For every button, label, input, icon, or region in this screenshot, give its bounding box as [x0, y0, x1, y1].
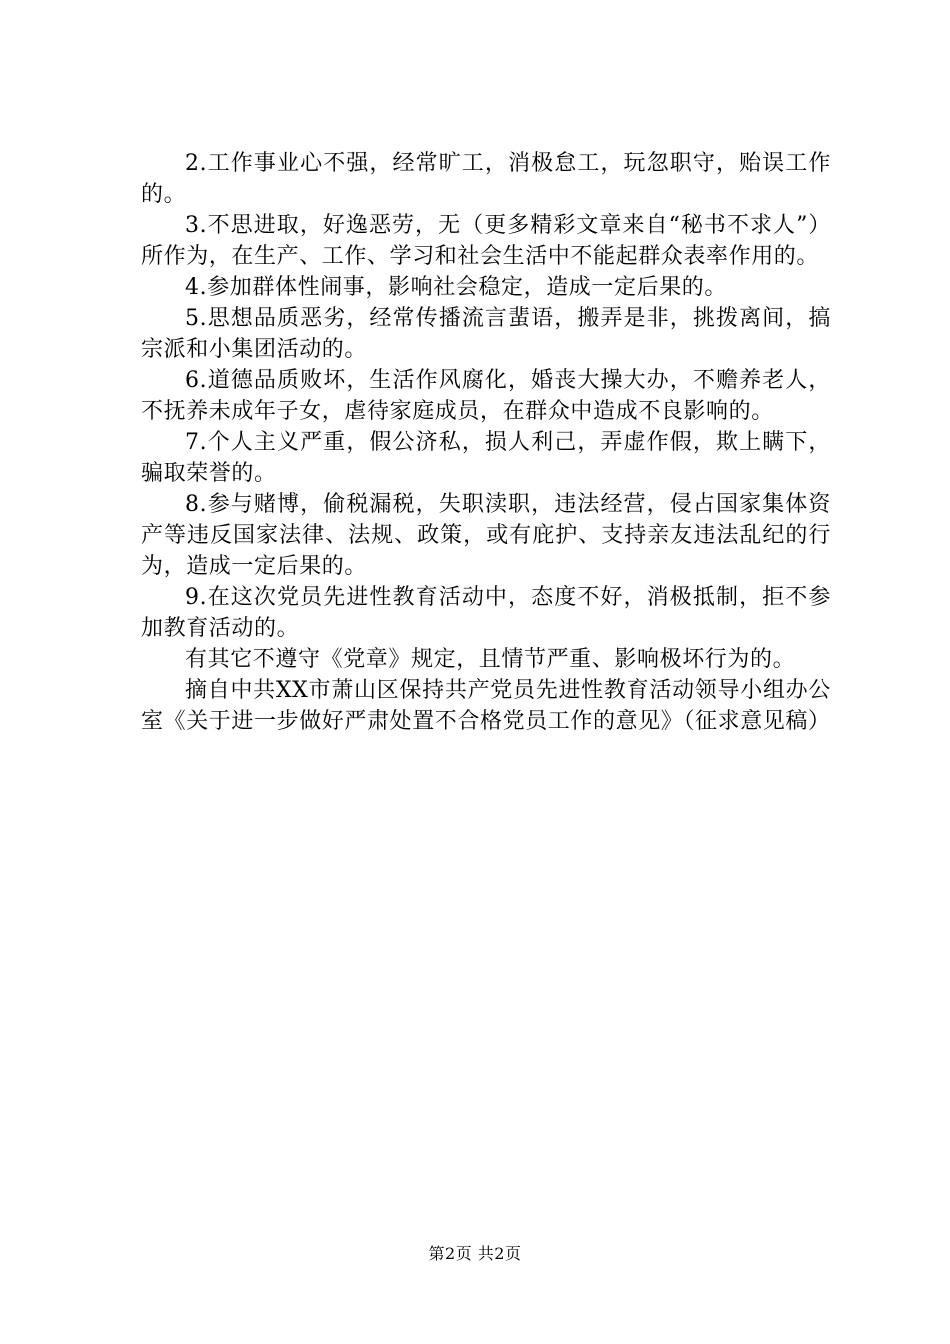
paragraph-item-5: 5.思想品质恶劣，经常传播流言蜚语，搬弄是非，挑拨离间，搞宗派和小集团活动的。	[141, 306, 831, 362]
paragraph-item-3: 3.不思进取，好逸恶劳，无（更多精彩文章来自“秘书不求人”）所作为，在生产、工作、学习和社会生活中不能起群众表率作用的。	[141, 213, 831, 269]
document-body	[141, 148, 831, 737]
paragraph-item-9: 9.在这次党员先进性教育活动中，态度不好，消极抵制，拒不参加教育活动的。	[141, 585, 831, 641]
page-number-footer: 第2页 共2页	[428, 1244, 522, 1263]
paragraph-item-4: 4.参加群体性闹事，影响社会稳定，造成一定后果的。	[185, 275, 727, 300]
paragraph-item-8: 8.参与赌博，偷税漏税，失职渎职，违法经营，侵占国家集体资产等违反国家法律、法规、政策，或有庇护、支持亲友违法乱纪的行为，造成一定后果的。	[141, 492, 831, 579]
paragraph-source-citation: 摘自中共XX市萧山区保持共产党员先进性教育活动领导小组办公室《关于进一步做好严肃处置不合格党员工作的意见》（征求意见稿）	[141, 678, 831, 734]
paragraph-other-violations: 有其它不遵守《党章》规定，且情节严重、影响极坏行为的。	[185, 647, 796, 672]
paragraph-item-2: 2.工作事业心不强，经常旷工，消极怠工，玩忽职守，贻误工作的。	[141, 151, 831, 207]
paragraph-item-7: 7.个人主义严重，假公济私，损人利己，弄虚作假，欺上瞒下，骗取荣誉的。	[141, 430, 831, 486]
paragraph-item-6: 6.道德品质败坏，生活作风腐化，婚丧大操大办，不赡养老人，不抚养未成年子女，虐待家庭成员，在群众中造成不良影响的。	[141, 368, 831, 424]
